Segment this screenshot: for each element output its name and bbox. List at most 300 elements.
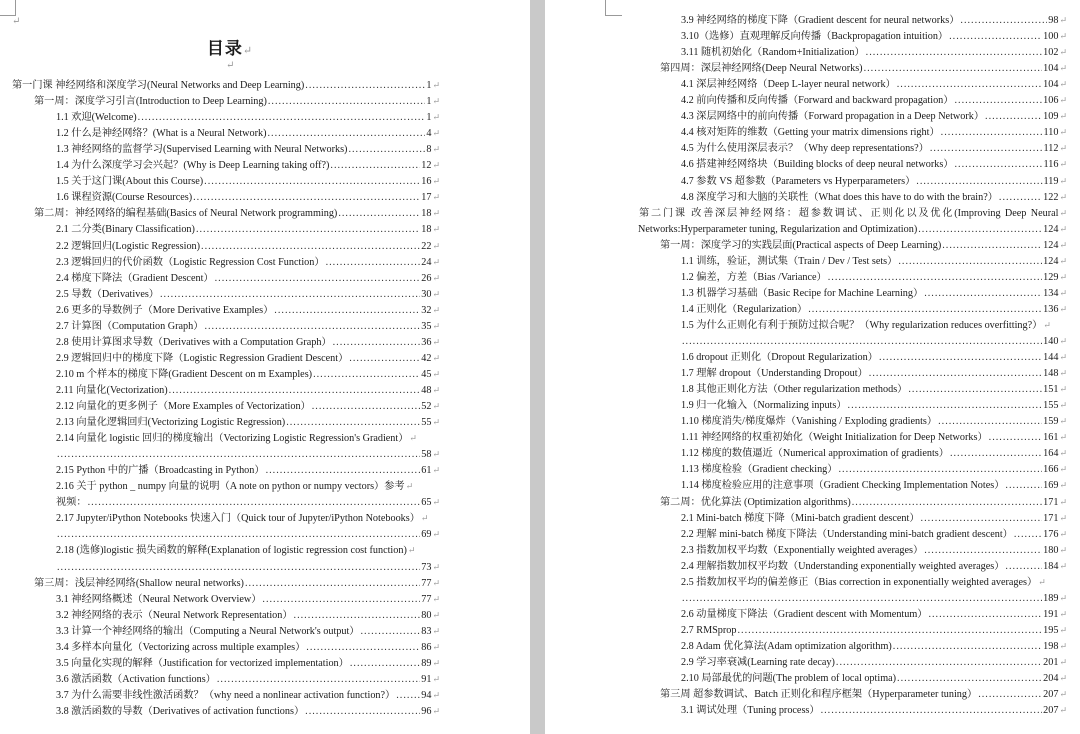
paragraph-mark: ↵ bbox=[1059, 47, 1067, 58]
toc-entry-title: 2.4 梯度下降法（Gradient Descent） bbox=[56, 272, 214, 284]
paragraph-mark: ↵ bbox=[1059, 448, 1067, 459]
toc-dot-leader bbox=[348, 142, 425, 158]
toc-entry-page: 24 bbox=[421, 256, 432, 268]
toc-dot-leader bbox=[312, 399, 421, 415]
toc-entry[interactable] bbox=[681, 76, 1067, 92]
toc-entry-page: 148 bbox=[1043, 368, 1059, 380]
toc-entry[interactable] bbox=[56, 157, 440, 173]
toc-entry-page: 55 bbox=[421, 417, 432, 429]
paragraph-mark: ↵ bbox=[1038, 576, 1046, 587]
toc-entry-title: 2.9 逻辑回归中的梯度下降（Logistic Regression Gradient Descent） bbox=[56, 352, 349, 364]
paragraph-mark: ↵ bbox=[432, 288, 440, 299]
toc-entry[interactable] bbox=[681, 124, 1067, 140]
toc-entry-title: 2.8 Adam 优化算法(Adam optimization algorithm) bbox=[681, 640, 892, 652]
toc-entry-title: 4.7 参数 VS 超参数（Parameters vs Hyperparameters） bbox=[681, 175, 916, 187]
toc-dot-leader bbox=[396, 688, 420, 704]
toc-entry-page: 80 bbox=[421, 609, 432, 621]
toc-entry[interactable] bbox=[34, 575, 440, 591]
toc-entry-title: 3.3 计算一个神经网络的输出（Computing a Neural Network's output） bbox=[56, 625, 360, 637]
paragraph-mark: ↵ bbox=[1059, 223, 1067, 234]
toc-entry-page: 119 bbox=[1043, 175, 1059, 187]
toc-entry-page: 61 bbox=[421, 465, 432, 477]
toc-entry-page: 112 bbox=[1043, 143, 1059, 155]
toc-entry[interactable] bbox=[681, 429, 1067, 445]
document-page-right bbox=[545, 0, 1080, 734]
toc-entry[interactable] bbox=[681, 92, 1067, 108]
toc-dot-leader bbox=[306, 640, 420, 656]
toc-entry-page: 176 bbox=[1043, 528, 1059, 540]
toc-entry[interactable] bbox=[681, 542, 1067, 558]
toc-entry-title: 3.6 激活函数（Activation functions） bbox=[56, 673, 216, 685]
toc-entry[interactable] bbox=[660, 494, 1067, 510]
toc-entry-page: 35 bbox=[421, 320, 432, 332]
toc-entry-page: 52 bbox=[421, 401, 432, 412]
toc-dot-leader bbox=[941, 125, 1043, 141]
toc-dot-leader bbox=[286, 415, 420, 431]
toc-dot-leader bbox=[864, 61, 1043, 77]
toc-entry[interactable] bbox=[681, 365, 1067, 381]
paragraph-mark: ↵ bbox=[432, 304, 440, 315]
toc-entry-page: 201 bbox=[1043, 657, 1059, 668]
paragraph-mark: ↵ bbox=[432, 384, 440, 395]
paragraph-mark: ↵ bbox=[432, 625, 440, 636]
toc-entry-page: 17 bbox=[421, 192, 432, 204]
paragraph-mark: ↵ bbox=[1059, 63, 1067, 74]
toc-dot-leader bbox=[848, 398, 1043, 414]
paragraph-mark: ↵ bbox=[1059, 79, 1067, 90]
toc-dot-leader bbox=[908, 382, 1042, 398]
toc-entry-page: 171 bbox=[1043, 496, 1059, 508]
toc-entry-title: 1.2 偏差，方差（Bias /Variance） bbox=[681, 271, 827, 283]
toc-entry-page: 26 bbox=[421, 272, 432, 284]
toc-entry-title: 2.3 逻辑回归的代价函数（Logistic Regression Cost Function） bbox=[56, 256, 325, 268]
toc-dot-leader bbox=[57, 560, 420, 576]
paragraph-mark: ↵ bbox=[1059, 95, 1067, 106]
toc-entry[interactable] bbox=[681, 269, 1067, 285]
toc-entry-title: 2.17 Jupyter/iPython Notebooks 快速入门（Quick tour of Jupyter/iPython Notebooks） bbox=[56, 513, 420, 525]
toc-dot-leader bbox=[305, 704, 420, 720]
toc-entry-page: 22 bbox=[421, 240, 432, 252]
paragraph-mark: ↵ bbox=[1059, 207, 1067, 218]
toc-entry-page: 73 bbox=[421, 561, 432, 573]
toc-entry[interactable] bbox=[56, 430, 440, 446]
toc-entry-page: 124 bbox=[1043, 239, 1059, 251]
toc-entry-page: 104 bbox=[1043, 79, 1059, 91]
toc-entry[interactable] bbox=[681, 397, 1067, 413]
toc-entry[interactable] bbox=[56, 414, 440, 430]
paragraph-mark: ↵ bbox=[432, 160, 440, 171]
toc-dot-leader bbox=[160, 287, 420, 303]
paragraph-mark: ↵ bbox=[226, 60, 235, 71]
paragraph-mark: ↵ bbox=[432, 705, 440, 716]
toc-dot-leader bbox=[942, 238, 1042, 254]
toc-entry-title: 2.7 计算图（Computation Graph） bbox=[56, 320, 204, 332]
toc-dot-leader bbox=[954, 157, 1042, 173]
toc-entry-page: 91 bbox=[421, 673, 432, 685]
toc-entry-title: 3.1 神经网络概述（Neural Network Overview） bbox=[56, 593, 262, 605]
toc-entry[interactable] bbox=[681, 349, 1067, 365]
paragraph-mark: ↵ bbox=[1059, 432, 1067, 443]
toc-entry-title: 1.8 其他正则化方法（Other regularization methods） bbox=[681, 384, 908, 396]
toc-dot-leader bbox=[138, 110, 426, 126]
toc-entry-page: 140 bbox=[1043, 336, 1059, 347]
toc-dot-leader bbox=[204, 174, 420, 190]
toc-entry[interactable] bbox=[56, 141, 440, 157]
toc-dot-leader bbox=[682, 334, 1042, 350]
toc-entry-title: 2.10 局部最优的问题(The problem of local optima) bbox=[681, 673, 897, 685]
toc-dot-leader bbox=[928, 607, 1042, 623]
toc-entry-title: 2.6 更多的导数例子（More Derivative Examples） bbox=[56, 304, 274, 316]
toc-dot-leader bbox=[217, 672, 420, 688]
toc-entry-page: 1 bbox=[426, 112, 432, 124]
toc-dot-leader bbox=[828, 270, 1042, 286]
toc-dot-leader bbox=[921, 511, 1043, 527]
toc-entry[interactable] bbox=[56, 526, 440, 542]
paragraph-mark: ↵ bbox=[432, 593, 440, 604]
toc-entry-title: 1.5 为什么正则化有利于预防过拟合呢？（Why regularization reduces overfitting?） bbox=[681, 319, 1043, 331]
toc-entry-title: 2.11 向量化(Vectorization) bbox=[56, 384, 168, 396]
toc-entry-title: 2.16 关于 python _ numpy 向量的说明（A note on python or numpy vectors）参考 bbox=[56, 481, 405, 493]
paragraph-mark: ↵ bbox=[407, 545, 416, 556]
toc-entry[interactable] bbox=[56, 125, 440, 141]
toc-entry-title: 2.8 使用计算图求导数（Derivatives with a Computation Graph） bbox=[56, 336, 332, 348]
toc-entry[interactable] bbox=[681, 189, 1067, 205]
toc-entry-title: 4.8 深度学习和大脑的关联性（What does this have to do with the brain?） bbox=[681, 191, 998, 203]
paragraph-mark: ↵ bbox=[1059, 673, 1067, 684]
paragraph-mark: ↵ bbox=[1059, 31, 1067, 42]
toc-dot-leader bbox=[737, 623, 1042, 639]
paragraph-mark: ↵ bbox=[432, 320, 440, 331]
toc-entry[interactable] bbox=[681, 12, 1067, 28]
toc-entry[interactable] bbox=[56, 703, 440, 719]
toc-dot-leader bbox=[938, 414, 1042, 430]
paragraph-mark: ↵ bbox=[1059, 560, 1067, 571]
toc-dot-leader bbox=[201, 239, 420, 255]
toc-entry-title: 1.5 关于这门课(About this Course) bbox=[56, 176, 204, 188]
toc-entry-title: 第一周：深度学习引言(Introduction to Deep Learning) bbox=[34, 96, 267, 108]
toc-entry[interactable] bbox=[56, 623, 440, 639]
paragraph-mark: ↵ bbox=[432, 368, 440, 379]
toc-entry[interactable] bbox=[681, 590, 1067, 606]
toc-entry[interactable] bbox=[56, 655, 440, 671]
toc-entry[interactable] bbox=[56, 607, 440, 623]
toc-entry[interactable] bbox=[681, 654, 1067, 670]
toc-dot-leader bbox=[1014, 527, 1042, 543]
toc-entry-page: 18 bbox=[421, 224, 432, 236]
page-corner-mark bbox=[605, 0, 622, 16]
toc-entry-page: 77 bbox=[421, 593, 432, 605]
toc-entry-title: 4.4 核对矩阵的维数（Getting your matrix dimensions right） bbox=[681, 127, 940, 139]
toc-entry[interactable] bbox=[56, 302, 440, 318]
toc-dot-leader bbox=[879, 350, 1042, 366]
toc-entry-title: 1.3 机器学习基础（Basic Recipe for Machine Learning） bbox=[681, 287, 924, 299]
toc-entry-title: 第三周 超参数调试、Batch 正则化和程序框架（Hyperparameter tuning） bbox=[660, 689, 978, 701]
toc-entry[interactable] bbox=[660, 686, 1067, 702]
toc-dot-leader bbox=[294, 608, 421, 624]
toc-entry-page: 191 bbox=[1043, 608, 1059, 620]
toc-entry[interactable] bbox=[660, 60, 1067, 76]
toc-entry[interactable] bbox=[56, 687, 440, 703]
toc-entry-page: 122 bbox=[1043, 191, 1059, 203]
toc-entry[interactable] bbox=[681, 477, 1067, 493]
toc-entry[interactable] bbox=[681, 574, 1067, 590]
toc-dot-leader bbox=[821, 703, 1043, 719]
toc-entry-title: 3.2 神经网络的表示（Neural Network Representation） bbox=[56, 609, 293, 621]
paragraph-mark: ↵ bbox=[432, 577, 440, 588]
toc-entry-title: 2.2 理解 mini-batch 梯度下降法（Understanding mini-batch gradient descent） bbox=[681, 528, 1013, 540]
toc-dot-leader bbox=[313, 367, 420, 383]
toc-entry[interactable] bbox=[56, 446, 440, 462]
toc-dot-leader bbox=[682, 591, 1042, 607]
toc-entry[interactable] bbox=[56, 398, 440, 414]
toc-entry-title: 1.13 梯度检验（Gradient checking） bbox=[681, 464, 838, 476]
paragraph-mark: ↵ bbox=[1059, 143, 1067, 154]
toc-entry-page: 171 bbox=[1043, 512, 1059, 524]
paragraph-mark: ↵ bbox=[432, 497, 440, 508]
toc-entry[interactable] bbox=[56, 510, 440, 526]
paragraph-mark: ↵ bbox=[1059, 689, 1067, 700]
toc-entry[interactable] bbox=[681, 156, 1067, 172]
toc-dot-leader bbox=[1005, 559, 1042, 575]
toc-dot-leader bbox=[869, 366, 1042, 382]
toc-entry-page: 32 bbox=[421, 304, 432, 316]
toc-dot-leader bbox=[204, 319, 420, 335]
paragraph-mark: ↵ bbox=[432, 224, 440, 235]
paragraph-mark: ↵ bbox=[432, 417, 440, 428]
toc-dot-leader bbox=[950, 446, 1042, 462]
toc-entry[interactable] bbox=[681, 28, 1067, 44]
paragraph-mark: ↵ bbox=[1059, 271, 1067, 282]
toc-entry[interactable] bbox=[639, 205, 1067, 221]
toc-dot-leader bbox=[349, 351, 420, 367]
toc-dot-leader bbox=[916, 174, 1042, 190]
toc-entry-title: 1.6 dropout 正则化（Dropout Regularization） bbox=[681, 352, 878, 364]
toc-entry[interactable] bbox=[56, 478, 440, 494]
toc-entry-page: 207 bbox=[1043, 689, 1059, 701]
toc-entry-page: 184 bbox=[1043, 560, 1059, 572]
toc-dot-leader bbox=[57, 447, 420, 463]
toc-entry[interactable] bbox=[681, 445, 1067, 461]
paragraph-mark: ↵ bbox=[1059, 416, 1067, 427]
toc-entry[interactable] bbox=[56, 462, 440, 478]
paragraph-mark: ↵ bbox=[1059, 111, 1067, 122]
toc-entry[interactable] bbox=[660, 237, 1067, 253]
paragraph-mark: ↵ bbox=[1059, 640, 1067, 651]
toc-entry[interactable] bbox=[681, 606, 1067, 622]
toc-dot-leader bbox=[169, 383, 421, 399]
toc-entry-title: 视频： bbox=[56, 497, 87, 509]
paragraph-mark: ↵ bbox=[1059, 15, 1067, 25]
toc-entry[interactable] bbox=[681, 317, 1067, 333]
paragraph-mark: ↵ bbox=[405, 481, 414, 492]
toc-entry[interactable] bbox=[56, 334, 440, 350]
toc-entry[interactable] bbox=[681, 526, 1067, 542]
toc-entry[interactable] bbox=[681, 301, 1067, 317]
toc-entry[interactable] bbox=[56, 254, 440, 270]
toc-dot-leader bbox=[897, 671, 1042, 687]
toc-entry-title: 2.1 Mini-batch 梯度下降（Mini-batch gradient descent） bbox=[681, 512, 920, 524]
toc-entry[interactable] bbox=[681, 622, 1067, 638]
toc-entry-title: 2.6 动量梯度下降法（Gradient descent with Momentum） bbox=[681, 608, 928, 620]
paragraph-mark: ↵ bbox=[1043, 319, 1051, 330]
toc-entry[interactable] bbox=[56, 286, 440, 302]
toc-entry-page: 189 bbox=[1043, 592, 1059, 604]
paragraph-mark: ↵ bbox=[432, 657, 440, 668]
toc-entry[interactable] bbox=[638, 221, 1067, 237]
toc-dot-leader bbox=[268, 94, 426, 110]
toc-entry-title: 2.1 二分类(Binary Classification) bbox=[56, 224, 195, 236]
toc-entry[interactable] bbox=[56, 382, 440, 398]
toc-entry[interactable] bbox=[681, 413, 1067, 429]
toc-entry-page: 98 bbox=[1048, 15, 1059, 26]
paragraph-mark: ↵ bbox=[1059, 480, 1067, 491]
toc-entry-page: 129 bbox=[1043, 271, 1059, 283]
toc-entry[interactable] bbox=[56, 189, 440, 205]
toc-entry-page: 45 bbox=[421, 368, 432, 380]
toc-entry-page: 100 bbox=[1043, 31, 1059, 43]
toc-entry-title: 1.3 神经网络的监督学习(Supervised Learning with Neural Networks) bbox=[56, 144, 348, 156]
toc-entry-title: Networks:Hyperparameter tuning, Regularization and Optimization) bbox=[638, 223, 918, 235]
toc-dot-leader bbox=[326, 255, 421, 271]
paragraph-mark: ↵ bbox=[432, 208, 440, 219]
toc-entry-title: 2.12 向量化的更多例子（More Examples of Vectorization） bbox=[56, 401, 311, 412]
toc-entry-page: 96 bbox=[421, 705, 432, 717]
toc-entry-title: 2.5 指数加权平均的偏差修正（Bias correction in exponentially weighted averages） bbox=[681, 576, 1038, 588]
toc-entry[interactable] bbox=[12, 77, 440, 93]
toc-entry[interactable] bbox=[681, 638, 1067, 654]
toc-entry-page: 42 bbox=[421, 352, 432, 364]
paragraph-mark: ↵ bbox=[432, 144, 440, 155]
paragraph-mark: ↵ bbox=[1059, 624, 1067, 635]
toc-entry[interactable] bbox=[56, 270, 440, 286]
toc-entry[interactable] bbox=[681, 253, 1067, 269]
toc-entry[interactable] bbox=[56, 173, 440, 189]
toc-entry[interactable] bbox=[681, 108, 1067, 124]
toc-entry-title: 1.1 欢迎(Welcome) bbox=[56, 112, 137, 124]
toc-entry[interactable] bbox=[56, 559, 440, 575]
toc-entry-title: 1.11 神经网络的权重初始化（Weight Initialization for Deep Networks） bbox=[681, 432, 988, 444]
toc-entry-title: 2.15 Python 中的广播（Broadcasting in Python） bbox=[56, 465, 265, 477]
paragraph-mark: ↵ bbox=[432, 689, 440, 700]
toc-entry[interactable] bbox=[681, 558, 1067, 574]
toc-dot-leader bbox=[360, 624, 420, 640]
toc-entry-page: 16 bbox=[421, 176, 432, 188]
toc-entry-page: 110 bbox=[1043, 127, 1059, 139]
toc-entry[interactable] bbox=[56, 238, 440, 254]
toc-dot-leader bbox=[268, 126, 426, 142]
toc-entry-title: 3.1 调试处理（Tuning process） bbox=[681, 705, 820, 717]
toc-dot-leader bbox=[330, 158, 420, 174]
toc-entry[interactable] bbox=[681, 461, 1067, 477]
toc-entry-page: 83 bbox=[421, 625, 432, 637]
toc-entry-title: 第四周：深层神经网络(Deep Neural Networks) bbox=[660, 63, 863, 75]
toc-entry[interactable] bbox=[681, 333, 1067, 349]
toc-entry-page: 30 bbox=[421, 288, 432, 300]
toc-entry[interactable] bbox=[681, 670, 1067, 686]
toc-entry[interactable] bbox=[34, 93, 440, 109]
toc-entry[interactable] bbox=[56, 671, 440, 687]
paragraph-mark: ↵ bbox=[1059, 512, 1067, 523]
toc-entry-page: 36 bbox=[421, 336, 432, 348]
paragraph-mark: ↵ bbox=[1059, 368, 1067, 379]
toc-entry-title: 4.3 深层网络中的前向传播（Forward propagation in a Deep Network） bbox=[681, 111, 985, 123]
toc-dot-leader bbox=[88, 495, 421, 511]
paragraph-mark: ↵ bbox=[1059, 352, 1067, 363]
toc-entry[interactable] bbox=[56, 542, 440, 558]
paragraph-mark: ↵ bbox=[432, 401, 440, 411]
toc-entry-page: 207 bbox=[1043, 705, 1059, 717]
toc-entry-title: 3.10（选修）直观理解反向传播（Backpropagation intuition） bbox=[681, 31, 949, 43]
toc-entry[interactable] bbox=[34, 205, 440, 221]
paragraph-mark: ↵ bbox=[409, 433, 417, 444]
toc-entry[interactable] bbox=[56, 494, 440, 510]
toc-entry[interactable] bbox=[681, 702, 1067, 718]
paragraph-mark: ↵ bbox=[12, 16, 21, 27]
paragraph-mark: ↵ bbox=[432, 336, 440, 347]
document-page-left bbox=[0, 0, 530, 734]
toc-entry-title: 1.2 什么是神经网络？(What is a Neural Network) bbox=[56, 128, 267, 140]
toc-entry[interactable] bbox=[56, 366, 440, 382]
toc-entry-title: 2.14 向量化 logistic 回归的梯度输出（Vectorizing Logistic Regression's Gradient） bbox=[56, 433, 409, 445]
paragraph-mark: ↵ bbox=[1059, 239, 1067, 250]
toc-entry[interactable] bbox=[56, 221, 440, 237]
paragraph-mark: ↵ bbox=[432, 128, 440, 139]
toc-entry[interactable] bbox=[681, 140, 1067, 156]
paragraph-mark: ↵ bbox=[1059, 127, 1067, 138]
toc-entry-title: 3.5 向量化实现的解释（Justification for vectorized implementation） bbox=[56, 657, 349, 669]
toc-entry-page: 159 bbox=[1043, 416, 1059, 428]
toc-entry[interactable] bbox=[681, 44, 1067, 60]
toc-entry-title: 4.6 搭建神经网络块（Building blocks of deep neural networks） bbox=[681, 159, 954, 171]
toc-entry[interactable] bbox=[681, 510, 1067, 526]
toc-entry[interactable] bbox=[681, 285, 1067, 301]
toc-entry[interactable] bbox=[681, 381, 1067, 397]
toc-dot-leader bbox=[350, 656, 420, 672]
toc-entry-page: 77 bbox=[421, 577, 432, 589]
toc-entry-title: 第三周：浅层神经网络(Shallow neural networks) bbox=[34, 577, 244, 589]
toc-entry[interactable] bbox=[56, 318, 440, 334]
toc-dot-leader bbox=[57, 527, 420, 543]
paragraph-mark: ↵ bbox=[432, 192, 440, 203]
toc-entry-page: 48 bbox=[421, 384, 432, 396]
toc-entry-title: 1.9 归一化输入（Normalizing inputs） bbox=[681, 400, 847, 412]
toc-entry-title: 2.7 RMSprop bbox=[681, 624, 737, 636]
paragraph-mark: ↵ bbox=[1059, 191, 1067, 202]
toc-entry[interactable] bbox=[56, 591, 440, 607]
toc-dot-leader bbox=[866, 45, 1043, 61]
paragraph-mark: ↵ bbox=[1059, 255, 1067, 266]
toc-dot-leader bbox=[897, 77, 1042, 93]
toc-dot-leader bbox=[954, 93, 1042, 109]
toc-entry-title: 1.10 梯度消失/梯度爆炸（Vanishing / Exploding gradients） bbox=[681, 416, 938, 428]
toc-dot-leader bbox=[836, 655, 1042, 671]
toc-entry-page: 102 bbox=[1043, 47, 1059, 59]
toc-entry[interactable] bbox=[56, 639, 440, 655]
toc-entry[interactable] bbox=[681, 173, 1067, 189]
toc-entry-title: 1.4 正则化（Regularization） bbox=[681, 303, 808, 315]
toc-entry[interactable] bbox=[56, 109, 440, 125]
toc-dot-leader bbox=[978, 687, 1042, 703]
toc-entry-page: 4 bbox=[426, 128, 432, 140]
toc-entry-title: 1.7 理解 dropout（Understanding Dropout） bbox=[681, 368, 868, 380]
toc-dot-leader bbox=[245, 576, 420, 592]
paragraph-mark: ↵ bbox=[1059, 528, 1067, 539]
toc-entry[interactable] bbox=[56, 350, 440, 366]
toc-entry-title: 第二周：优化算法 (Optimization algorithms) bbox=[660, 496, 851, 508]
toc-entry-title: 3.11 随机初始化（Random+Initialization） bbox=[681, 47, 865, 59]
toc-dot-leader bbox=[808, 302, 1042, 318]
toc-entry-page: 198 bbox=[1043, 640, 1059, 652]
